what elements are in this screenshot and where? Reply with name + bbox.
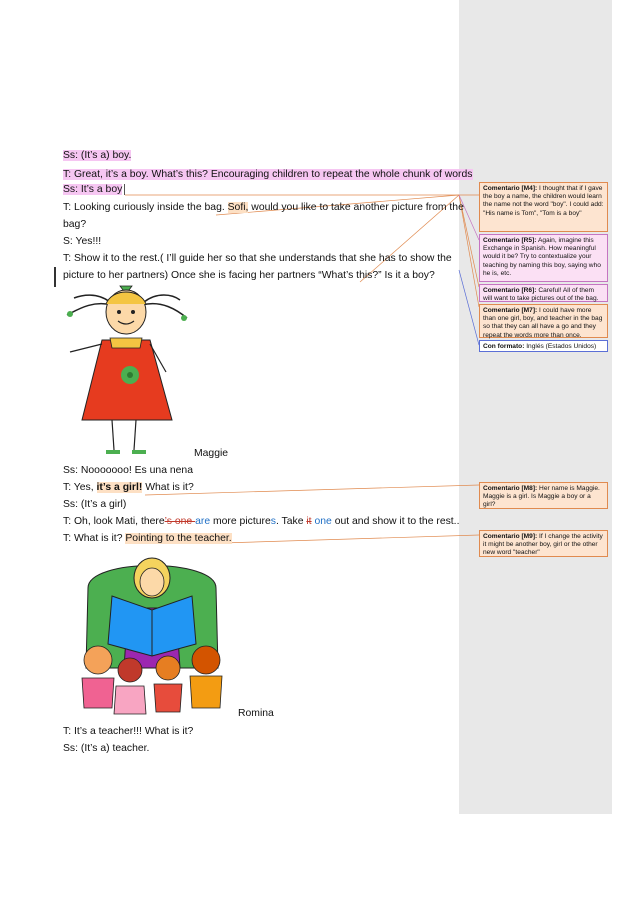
text-line [63,253,452,265]
text-span: out and show it to the rest.. [331,516,460,527]
text-span: T: Show it to the rest.( I’ll guide her so that she understands that she has to show the [63,253,452,264]
text-line [63,169,473,181]
text-cursor [124,184,125,195]
comment-label: Comentario [R6]: [483,287,537,294]
comment-text: Her name is Maggie. Maggie is a girl. Is Maggie a boy or a girl? [483,485,600,509]
text-span: S: Yes!!! [63,236,102,247]
text-span: picture to her partners) Once she is facing her partners “What’s this?” Is it a boy? [63,270,435,281]
text-span: T: Looking curiously inside the bag. [63,202,228,213]
text-line [63,184,125,196]
text-span: more picture [210,516,271,527]
comment-text: Careful! All of them will want to take pictures out of the bag. [483,287,599,303]
text-span: T: It’s a teacher!!! What is it? [63,726,194,737]
text-line [63,219,86,231]
text-span: . Take [275,516,307,527]
deleted-text: it [306,516,312,527]
highlighted-text: Pointing to the teacher. [125,533,232,544]
teacher-reading-illustration [68,548,236,718]
text-line [63,150,131,162]
text-span: T: What is it? [63,533,126,544]
format-note[interactable] [479,340,608,352]
highlighted-text: Sofi, [227,202,249,213]
comment-label: Comentario [M4]: [483,185,538,192]
comment-label: Comentario [M8]: [483,485,538,492]
text-span: Ss: (It’s a) teacher. [63,743,150,754]
comment-label: Comentario [R5]: [483,237,537,244]
deleted-text: ’s one [164,516,196,527]
inserted-text: one [311,516,332,527]
text-line [63,743,149,755]
text-line [63,726,193,738]
text-line [63,236,101,248]
image-caption-romina: Romina [238,708,274,719]
text-line [63,499,126,511]
comment-text: I thought that if I gave the boy a name, the children would learn the name not the word "boy". I could add: "His name is Tom", "Tom is a boy" [483,185,604,217]
text-span: would you like to take another picture from the [248,202,464,213]
comment-m4[interactable] [479,182,608,232]
text-line [63,465,193,477]
comment-text: If I change the activity it might be another boy, girl or the other new word "teacher" [483,533,603,557]
text-line [63,202,464,214]
text-span: What is it? [142,482,194,493]
comment-m7[interactable] [479,304,608,338]
text-line [63,482,194,494]
text-span: Ss: Nooooooo! Es una nena [63,465,193,476]
highlighted-text: it’s a girl! [96,482,143,493]
change-bar [54,267,56,287]
inserted-text: are [195,516,211,527]
comment-label: Comentario [M9]: [483,533,538,540]
image-caption-maggie: Maggie [194,448,229,459]
girl-illustration [62,280,192,460]
comment-m8[interactable] [479,482,608,509]
comment-m9[interactable] [479,530,608,557]
highlighted-text: T: Great, it’s a boy. What’s this? Encouraging children to repeat the whole chunk of words [63,169,473,180]
comment-text: Again, imagine this Exchange in Spanish. How meaningful would it be? Try to contextualize your teaching by naming this boy, saying who he is, etc. [483,237,601,277]
comment-r5[interactable] [479,234,608,282]
comment-text: I could have more than one girl, boy, and teacher in the bag so that they can all have a go and they repeat the words more than once. [483,307,603,339]
text-span: T: Yes, [63,482,97,493]
comment-label: Comentario [M7]: [483,307,538,314]
highlighted-text: Ss: (It’s a) boy. [63,150,132,161]
comment-r6[interactable] [479,284,608,302]
comment-label: Con formato: [483,343,525,350]
text-line [63,533,232,545]
text-span: bag? [63,219,87,230]
text-span: T: Oh, look Mati, there [63,516,165,527]
text-line [63,516,459,528]
text-span: Ss: (It’s a girl) [63,499,127,510]
comment-text: Inglés (Estados Unidos) [524,343,597,350]
inserted-text: s [270,516,276,527]
highlighted-text: Ss: It’s a boy [63,184,123,196]
